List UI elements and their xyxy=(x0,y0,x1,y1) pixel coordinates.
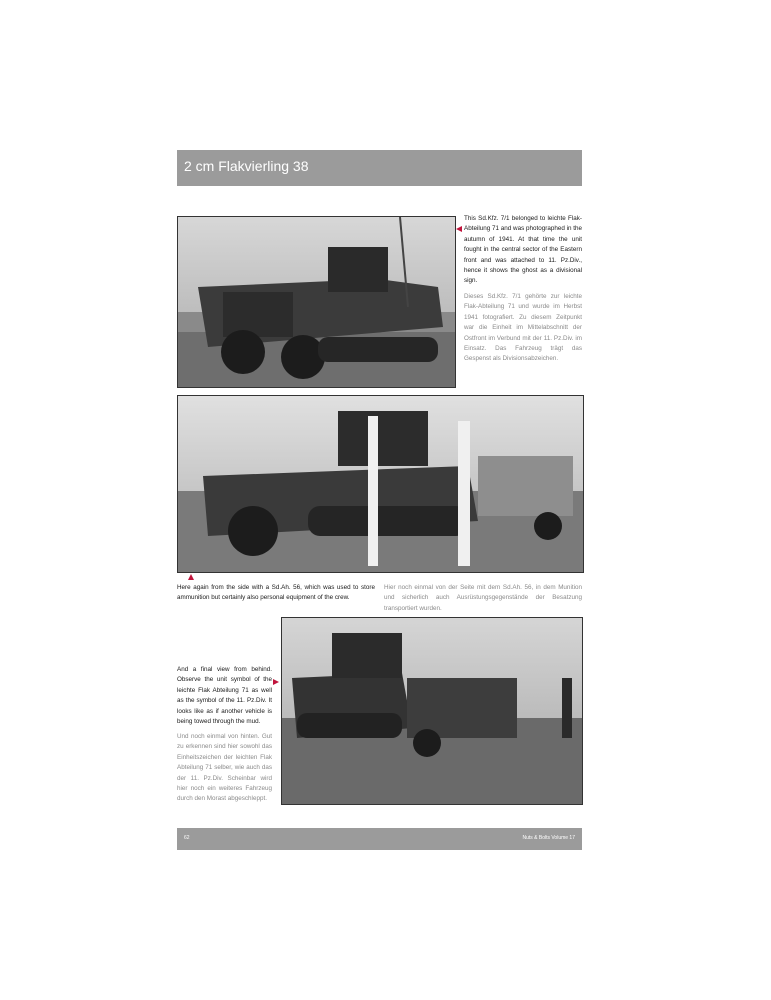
page-footer-bar xyxy=(177,828,582,850)
caption-pointer-arrow-right xyxy=(273,679,279,685)
photo-halftrack-side-with-trailer xyxy=(177,395,584,573)
photo-halftrack-front xyxy=(177,216,456,388)
photo1-caption-german: Dieses Sd.Kfz. 7/1 gehörte zur leichte Flak-Abteilung 71 und wurde im Herbst 1941 fotografiert. Zu diesem Zeitpunkt war die Einheit im Mittelabschnitt der Ostfront im Verbund mit der 11. Pz.Div. im Einsatz. Das Fahrzeug trägt das Gespenst als Divisionsabzeichen. xyxy=(464,293,582,363)
caption-pointer-arrow-up xyxy=(188,574,194,580)
photo-halftrack-rear xyxy=(281,617,583,805)
photo3-caption-german: Und noch einmal von hinten. Gut zu erkennen sind hier sowohl das Einheitszeichen der leichten Flak Abteilung 71 selber, wie auch das der 11. Pz.Div. Scheinbar wird hier noch ein weiteres Fahrzeug durch den Morast abgeschleppt. xyxy=(177,733,272,803)
chapter-title: 2 cm Flakvierling 38 xyxy=(184,158,309,174)
photo2-caption-german: Hier noch einmal von der Seite mit dem Sd.Ah. 56, in dem Munition und sicherlich auch Ausrüstungsgegenstände der Besatzung transportiert wurden. xyxy=(384,584,582,612)
photo2-caption-english: Here again from the side with a Sd.Ah. 56, which was used to store ammunition but certainly also personal equipment of the crew. xyxy=(177,584,375,602)
page-number: 62 xyxy=(184,835,190,841)
series-title: Nuts & Bolts Volume 17 xyxy=(522,835,575,841)
chapter-header-bar xyxy=(177,150,582,186)
caption-pointer-arrow xyxy=(456,226,462,232)
photo1-caption-english: This Sd.Kfz. 7/1 belonged to leichte Flak-Abteilung 71 and was photographed in the autumn of 1941. At that time the unit fought in the central sector of the Eastern front and was attached to 11. Pz.Div., hence it shows the ghost as a divisional sign. xyxy=(464,215,582,285)
photo3-caption-english: And a final view from behind. Observe the unit symbol of the leichte Flak Abteilung 71 as well as the symbol of the 11. Pz.Div. It looks like as if another vehicle is being towed through the mud. xyxy=(177,666,272,726)
